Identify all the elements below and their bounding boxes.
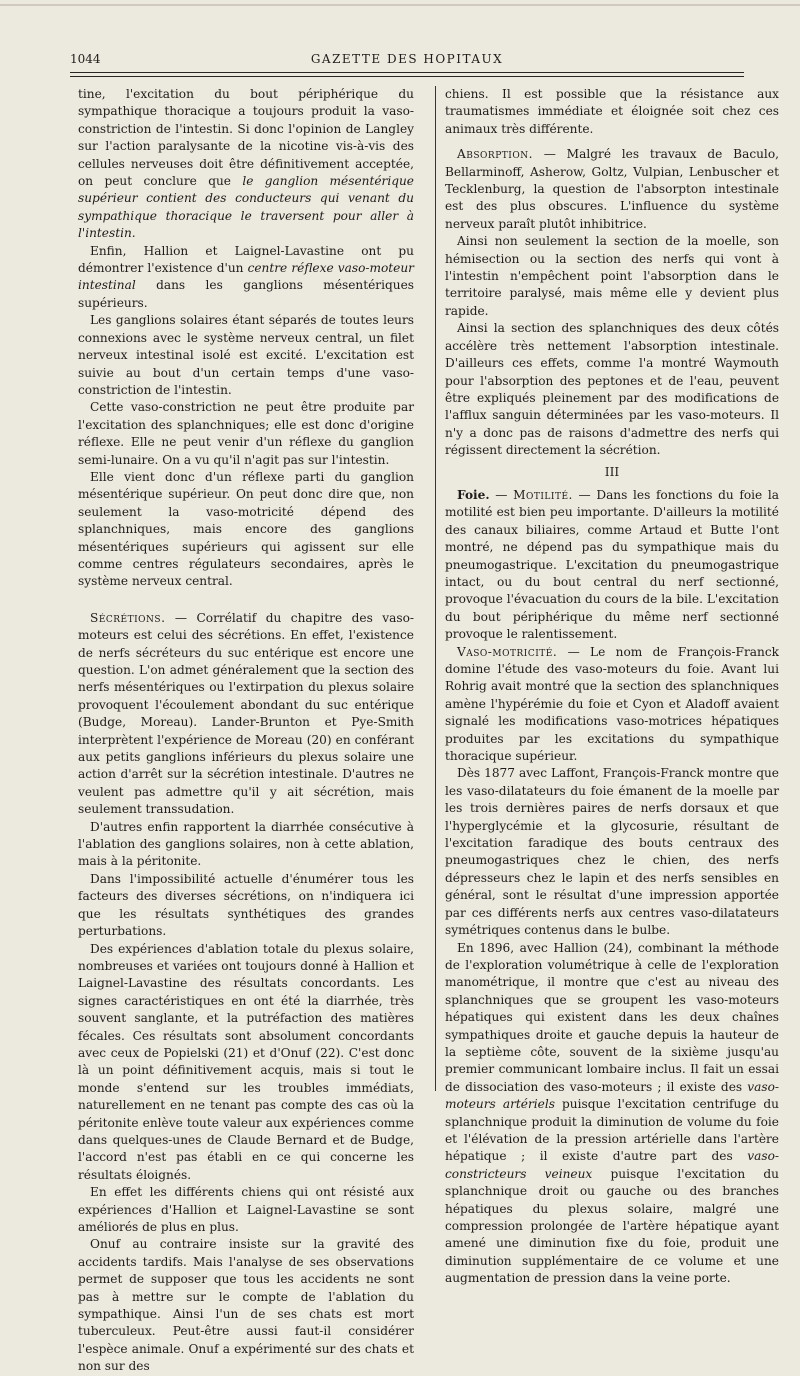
header-rule-double [70,76,744,77]
paragraph-vaso-motricite: Vaso-motricité. — Le nom de François-Franck domine l'étude des vaso-moteurs du foie. Avant lui Rohrig avait montré que la section des splanchniques amène l'hypérémie du foie et Cyon et Aladoff avaient signalé les modifications vaso-motrices hépatiques produites par les excitations du sympathique thoracique supérieur. [445,644,779,764]
section-heading: Sécrétions. [90,610,166,625]
right-column [445,86,779,1286]
paragraph: Enfin, Hallion et Laignel-Lavastine ont pu démontrer l'existence d'un centre réflexe vaso-moteur intestinal dans les ganglions mésentériques supérieurs. [78,243,414,310]
section-title: Foie. [457,487,490,502]
paragraph: Des expériences d'ablation totale du plexus solaire, nombreuses et variées ont toujours donné à Hallion et Laignel-Lavastine des résultats concordants. Les signes caractéristiques en ont été la diarrhée, très souvent sanglante, et la putréfaction des matières fécales. Ces résultats sont absolument concordants avec ceux de Popielski (21) et d'Onuf (22). C'est donc là un point définitivement acquis, mais si tout le monde s'entend sur les troubles immédiats, naturellement en ne tenant pas compte des cas où la péritonite enlève toute valeur aux expériences comme dans quelques-unes de Claude Bernard et de Budge, l'accord n'est pas établi en ce qui concerne les résultats éloignés. [78,941,414,1182]
paragraph: Cette vaso-constriction ne peut être produite par l'excitation des splanchniques; elle est donc d'origine réflexe. Elle ne peut venir d'un réflexe du ganglion semi-lunaire. On a vu qu'il n'agit pas sur l'intestin. [78,400,414,467]
paragraph: chiens. Il est possible que la résistance aux traumatismes immédiate et éloignée soit chez ces animaux très différente. [445,87,779,136]
paragraph-secretions: Sécrétions. — Corrélatif du chapitre des vaso-moteurs est celui des sécrétions. En effet, l'existence de nerfs sécréteurs du suc entérique est encore une question. L'on admet généralement que la section des nerfs mésentériques ou l'extirpation du plexus solaire provoquent l'écoulement abondant du suc entérique (Budge, Moreau). Lander-Brunton et Pye-Smith interprètent l'expérience de Moreau (20) en conférant aux petits ganglions inférieurs du plexus solaire une action d'arrêt sur la sécrétion intestinale. D'autres ne veulent pas admettre qu'il y ait sécrétion, mais seulement transsudation. [78,610,414,817]
header-rule [70,72,744,73]
paragraph-foie: Foie. — Motilité. — Dans les fonctions du foie la motilité est bien peu importante. D'ailleurs la motilité des canaux biliaires, comme Artaud et Butte l'ont montré, ne dépend pas du sympathique mais du pneumogastrique. L'excitation du pneumogastrique intact, ou du bout central du nerf sectionné, provoque l'évacuation du cours de la bile. L'excitation du bout périphérique du même nerf sectionné provoque le ralentissement. [445,487,779,642]
scan-top-edge [0,4,800,6]
paragraph: Ainsi non seulement la section de la moelle, son hémisection ou la section des nerfs qui vont à l'intestin n'empêchent point l'absorption dans le territoire paralysé, mais même elle y devient plus rapide. [445,234,779,318]
page-number: 1044 [70,52,101,66]
left-column [78,86,414,1374]
subsection-heading: Motilité. [513,487,573,502]
paragraph: Onuf au contraire insiste sur la gravité des accidents tardifs. Mais l'analyse de ses observations permet de supposer que tous les accidents ne sont pas à mettre sur le compte de l'ablation du sympathique. Ainsi l'un de ses chats est mort tuberculeux. Peut-être aussi faut-il considérer l'espèce animale. Onuf a expérimenté sur des chats et non sur des [78,1237,414,1374]
paragraph: Ainsi la section des splanchniques des deux côtés accélère très nettement l'absorption intestinale. D'ailleurs ces effets, comme l'a montré Waymouth pour l'absorption des peptones et de l'eau, peuvent être expliqués pleinement par des modifications de l'afflux sanguin déterminées par les vaso-moteurs. Il n'y a donc pas de raisons d'admettre des nerfs qui régissent directement la sécrétion. [445,321,779,458]
paragraph: Elle vient donc d'un réflexe parti du ganglion mésentérique supérieur. On peut donc dire que, non seulement la vaso-motricité dépend des splanchniques, mais encore des ganglions mésentériques supérieurs qui agissent sur elle comme centres régulateurs secondaires, après le système nerveux central. [78,469,414,589]
column-divider [435,86,436,1091]
paragraph-absorption: Absorption. — Malgré les travaux de Baculo, Bellarminoff, Asherow, Goltz, Vulpian, Lenbuscher et Tecklenburg, la question de l'absorpton intestinale est des plus obscures. L'influence du système nerveux paraît plutôt inhibitrice. [445,147,779,231]
subsection-heading: Vaso-motricité. [457,644,558,659]
section-heading: Absorption. [457,147,533,162]
paragraph: En effet les différents chiens qui ont résisté aux expériences d'Hallion et Laignel-Lavastine se sont améliorés de plus en plus. [78,1185,414,1234]
journal-title: GAZETTE DES HOPITAUX [310,52,504,66]
section-number: III [604,464,620,479]
paragraph: Dès 1877 avec Laffont, François-Franck montre que les vaso-dilatateurs du foie émanent de la moelle par les trois dernières paires de nerfs dorsaux et que l'hyperglycémie et la glycosurie, résultant de l'excitation faradique des bouts centraux des pneumogastriques chez le chien, des nerfs dépresseurs chez le lapin et des nerfs sensibles en général, sont le résultat d'une impression apportée par ces différents nerfs aux centres vaso-dilatateurs symétriques contenus dans le bulbe. [445,766,779,938]
paragraph: tine, l'excitation du bout périphérique du sympathique thoracique a toujours produit la vaso-constriction de l'intestin. Si donc l'opinion de Langley sur l'action paralysante de la nicotine vis-à-vis des cellules nerveuses doit être définitivement acceptée, on peut conclure que le ganglion mésentérique supérieur contient des conducteurs qui venant du sympathique thoracique le traversent pour aller à l'intestin. [78,87,414,241]
paragraph: En 1896, avec Hallion (24), combinant la méthode de l'exploration volumétrique à celle de l'exploration manométrique, il montre que c'est au niveau des splanchniques que se groupent les vaso-moteurs hépatiques qui existent dans les deux chaînes sympathiques droite et gauche depuis la hauteur de la septième côte, souvent de la sixième jusqu'au premier communicant lombaire inclus. Il fait un essai de dissociation des vaso-moteurs ; il existe des vaso-moteurs artériels puisque l'excitation centrifuge du splanchnique produit la diminution de volume du foie et l'élévation de la pression artérielle dans l'artère hépatique ; il existe d'autre part des vaso-constricteurs veineux puisque l'excitation du splanchnique droit ou gauche ou des branches hépatiques du plexus solaire, malgré une compression prolongée de l'artère hépatique ayant amené une diminution fixe du foie, produit une diminution supplémentaire de ce volume et une augmentation de pression dans la veine porte. [445,940,779,1286]
paragraph: D'autres enfin rapportent la diarrhée consécutive à l'ablation des ganglions solaires, non à cette ablation, mais à la péritonite. [78,819,414,869]
paragraph: Dans l'impossibilité actuelle d'énumérer tous les facteurs des diverses sécrétions, on n'indiquera ici que les résultats synthétiques des grandes perturbations. [78,871,414,939]
page-header [70,52,744,70]
paragraph: Les ganglions solaires étant séparés de toutes leurs connexions avec le système nerveux central, un filet nerveux intestinal isolé est excité. L'excitation est suivie au bout d'un certain temps d'une vaso-constriction de l'intestin. [78,313,414,397]
